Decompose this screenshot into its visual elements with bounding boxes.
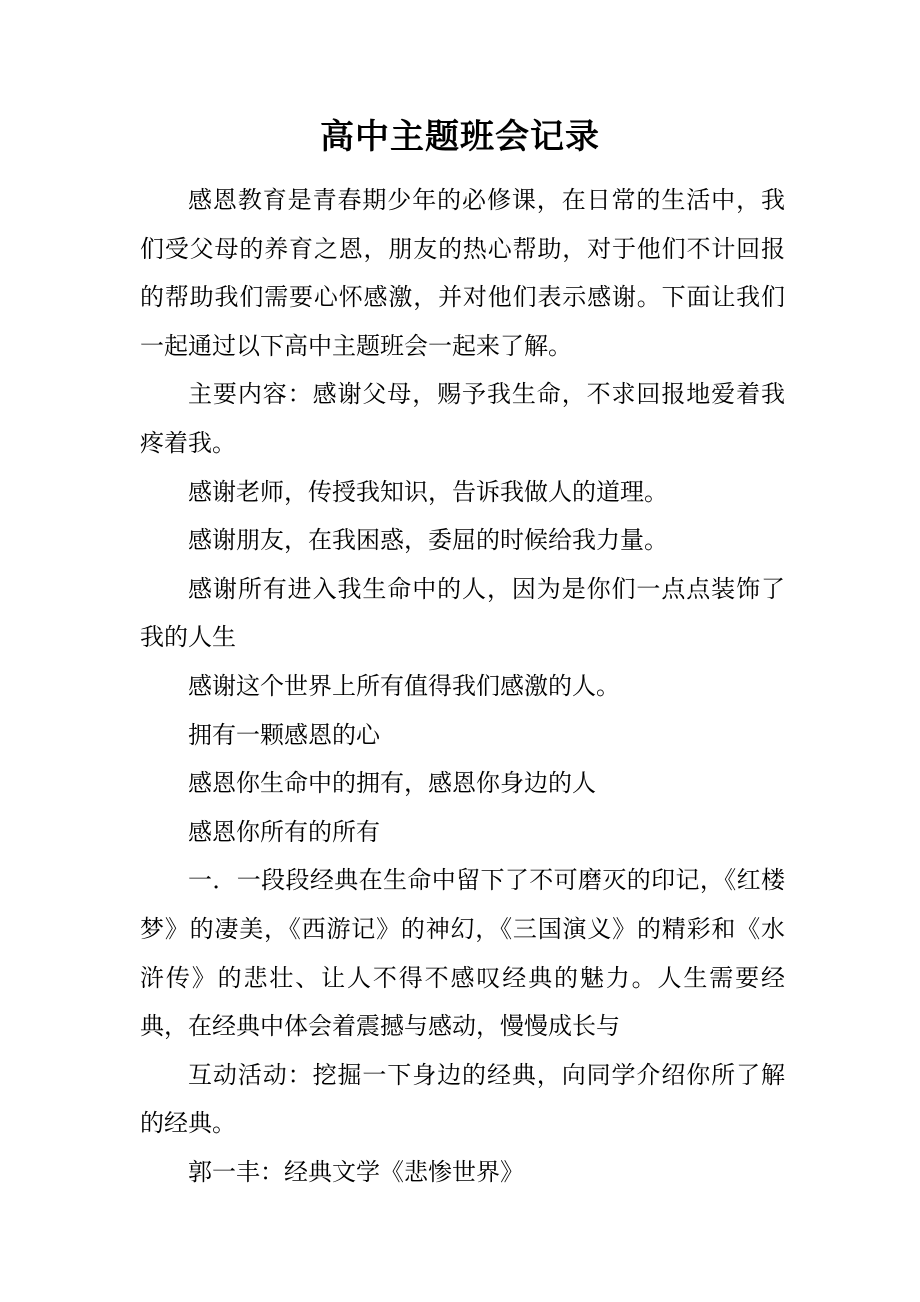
document-body (140, 176, 785, 1196)
paragraph-grateful-life: 感恩你生命中的拥有，感恩你身边的人 (188, 769, 596, 798)
paragraph-intro: 感恩教育是青春期少年的必修课，在日常的生活中，我们受父母的养育之恩，朋友的热心帮助，对于他们不计回报的帮助我们需要心怀感激，并对他们表示感谢。下面让我们一起通过以下高中主题班会一起来了解。 (140, 186, 785, 360)
paragraph-grateful-heart: 拥有一颗感恩的心 (188, 720, 380, 749)
paragraph-thank-everyone: 感谢所有进入我生命中的人，因为是你们一点点装饰了我的人生 (140, 574, 785, 652)
paragraph-grateful-all: 感恩你所有的所有 (188, 817, 380, 846)
paragraph-speaker: 郭一丰：经典文学《悲惨世界》 (188, 1157, 524, 1186)
paragraph-main-content: 主要内容：感谢父母，赐予我生命，不求回报地爱着我疼着我。 (140, 380, 785, 457)
document-title: 高中主题班会记录 (320, 117, 600, 157)
paragraph-thank-friends: 感谢朋友，在我困惑，委屈的时候给我力量。 (188, 526, 668, 555)
paragraph-classics: 一．一段段经典在生命中留下了不可磨灭的印记，《红楼梦》的凄美，《西游记》的神幻，《三国演义》的精彩和《水浒传》的悲壮、让人不得不感叹经典的魅力。人生需要经典，在经典中体会着震撼与感动，慢慢成长与 (140, 866, 785, 1041)
paragraph-activity: 互动活动：挖掘一下身边的经典，向同学介绍你所了解的经典。 (140, 1060, 785, 1138)
paragraph-thank-teacher: 感谢老师，传授我知识，告诉我做人的道理。 (188, 477, 668, 506)
paragraph-thank-world: 感谢这个世界上所有值得我们感激的人。 (188, 671, 620, 700)
